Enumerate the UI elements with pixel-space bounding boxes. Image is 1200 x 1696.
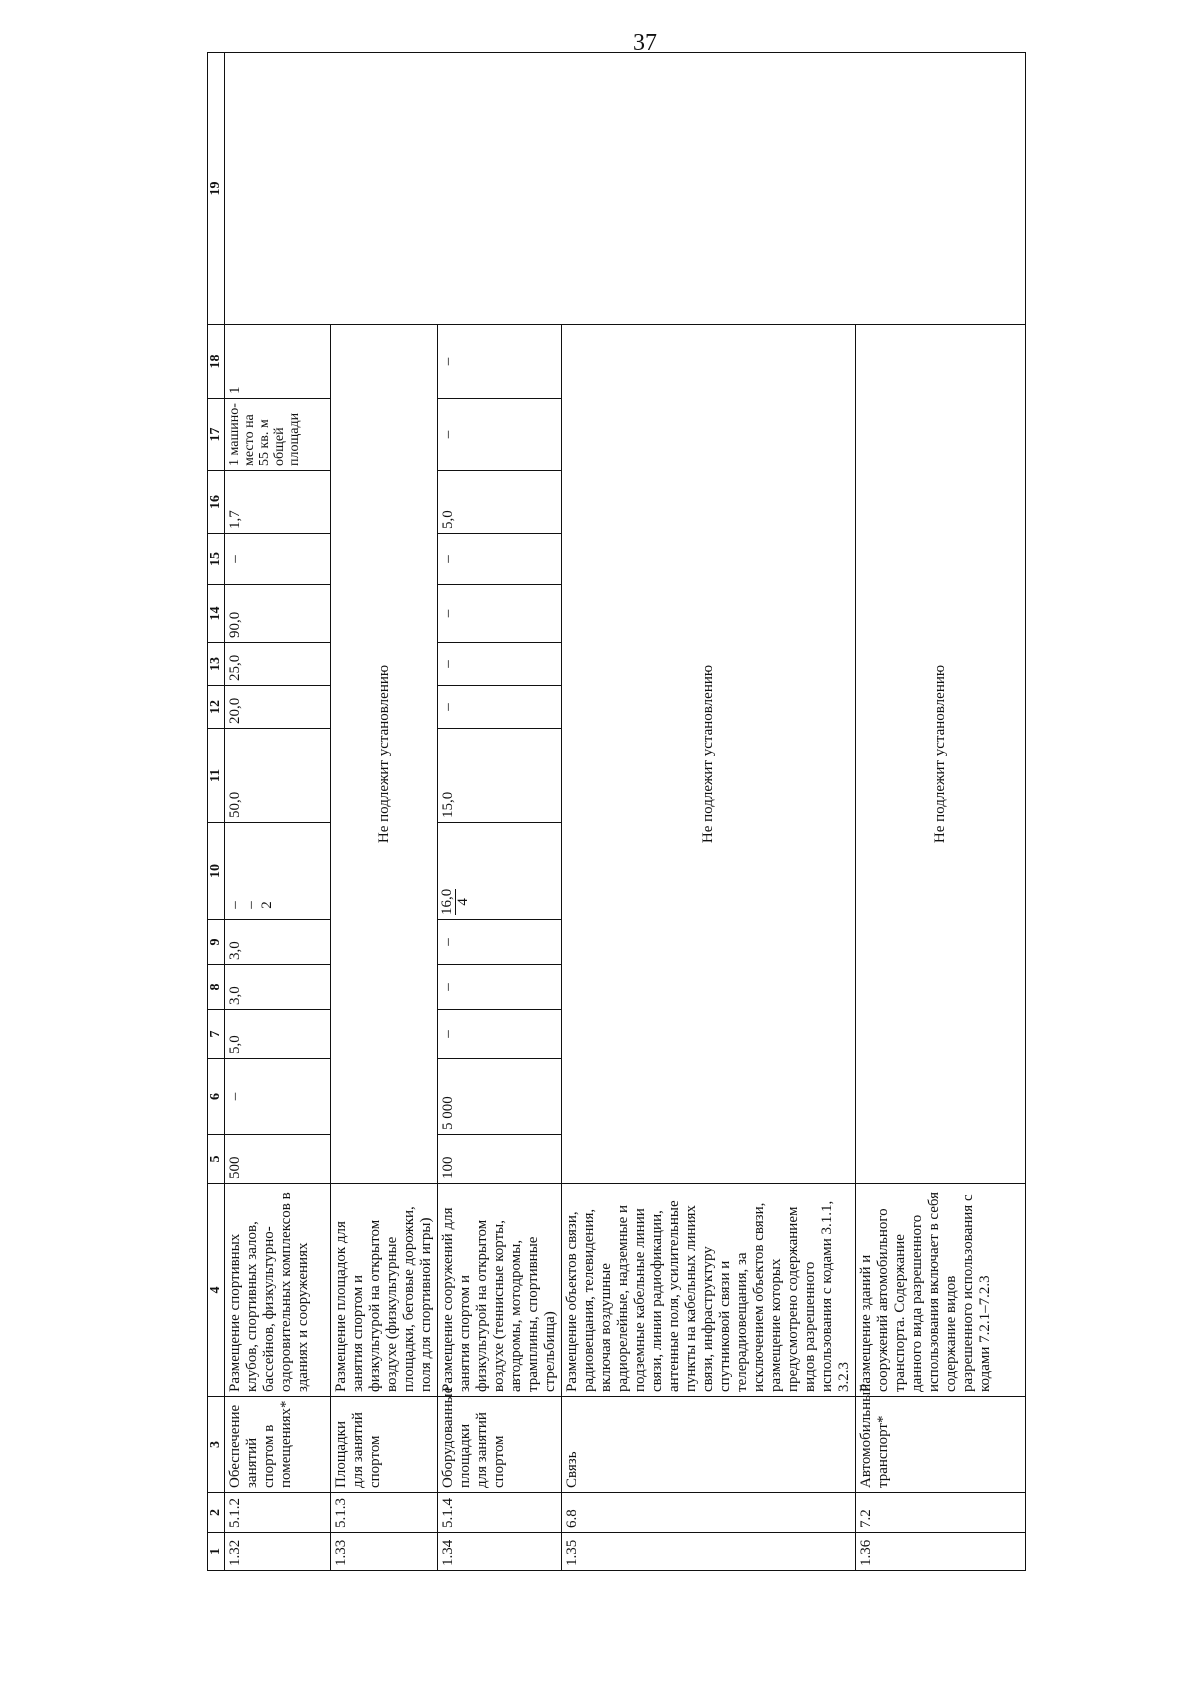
row-description: Размещение зданий и сооружений автомобильного транспорта. Содержание данного вида разрешенного использования включает в себя содержание видов разрешенного использования с кодами 7.2.1–7.2.3	[856, 1184, 1026, 1397]
header-cell: 13	[208, 643, 225, 686]
header-cell: 14	[208, 585, 225, 643]
cell-col7: 5,0	[225, 1010, 331, 1059]
row-name: Связь	[562, 1397, 856, 1493]
cell-col6: –	[225, 1059, 331, 1135]
cell-col8: –	[438, 965, 562, 1010]
header-cell: 16	[208, 471, 225, 534]
cell-col9: 3,0	[225, 920, 331, 965]
cell-col12: –	[438, 686, 562, 729]
cell-col6: 5 000	[438, 1059, 562, 1135]
cell-col15: –	[438, 534, 562, 585]
row-number: 1.32	[225, 1533, 331, 1571]
cell-col8: 3,0	[225, 965, 331, 1010]
cell-col10-line: –	[227, 901, 243, 909]
not-set-cell: Не подлежит установлению	[331, 325, 438, 1184]
row-name: Площадки для занятий спортом	[331, 1397, 438, 1493]
cell-col10-line: 2	[259, 901, 275, 909]
row-description: Размещение сооружений для занятия спортом и физкультурой на открытом воздухе (теннисные корты, автодромы, мотодромы, трамплины, спортивные стрельбища)	[438, 1184, 562, 1397]
row-name: Обеспечение занятий спортом в помещениях*	[225, 1397, 331, 1493]
page-number: 37	[633, 30, 657, 56]
header-cell: 9	[208, 920, 225, 965]
header-cell: 17	[208, 399, 225, 471]
table-row	[225, 53, 331, 1571]
cell-col14: 90,0	[225, 585, 331, 643]
cell-col5: 100	[438, 1135, 562, 1184]
not-set-cell: Не подлежит установлению	[856, 325, 1026, 1184]
header-cell: 19	[208, 53, 225, 325]
header-cell: 18	[208, 325, 225, 399]
row-name: Оборудованные площадки для занятий спортом	[438, 1397, 562, 1493]
cell-col12: 20,0	[225, 686, 331, 729]
cell-col10	[225, 823, 331, 920]
row-code: 5.1.3	[331, 1493, 438, 1533]
header-cell: 3	[208, 1397, 225, 1493]
cell-col7: –	[438, 1010, 562, 1059]
row-description: Размещение спортивных клубов, спортивных залов, бассейнов, физкультурно-оздоровительных комплексов в зданиях и сооружениях	[225, 1184, 331, 1397]
cell-col10-fraction	[440, 889, 471, 915]
cell-col9: –	[438, 920, 562, 965]
cell-col10	[438, 823, 562, 920]
header-cell: 11	[208, 729, 225, 823]
cell-col18: –	[438, 325, 562, 399]
table-frame	[207, 103, 993, 1571]
fraction-numerator: 16,0	[439, 888, 455, 915]
cell-col5: 500	[225, 1135, 331, 1184]
row-code: 5.1.4	[438, 1493, 562, 1533]
cell-col11: 50,0	[225, 729, 331, 823]
cell-col19-empty	[225, 53, 1026, 325]
row-number: 1.36	[856, 1533, 1026, 1571]
header-cell: 15	[208, 534, 225, 585]
header-cell: 10	[208, 823, 225, 920]
row-number: 1.35	[562, 1533, 856, 1571]
row-name: Автомобильный транспорт*	[856, 1397, 1026, 1493]
row-code: 7.2	[856, 1493, 1026, 1533]
cell-col18: 1	[225, 325, 331, 399]
row-number: 1.34	[438, 1533, 562, 1571]
not-set-cell: Не подлежит установлению	[562, 325, 856, 1184]
row-code: 6.8	[562, 1493, 856, 1533]
header-cell: 5	[208, 1135, 225, 1184]
cell-col16: 5,0	[438, 471, 562, 534]
header-cell: 7	[208, 1010, 225, 1059]
fraction-denominator: 4	[455, 898, 471, 906]
cell-col10-line: –	[243, 901, 259, 909]
row-code: 5.1.2	[225, 1493, 331, 1533]
header-row	[208, 53, 225, 1571]
cell-col14: –	[438, 585, 562, 643]
header-cell: 4	[208, 1184, 225, 1397]
header-cell: 2	[208, 1493, 225, 1533]
header-cell: 12	[208, 686, 225, 729]
cell-col13: –	[438, 643, 562, 686]
header-cell: 1	[208, 1533, 225, 1571]
row-number: 1.33	[331, 1533, 438, 1571]
header-cell: 8	[208, 965, 225, 1010]
header-cell: 6	[208, 1059, 225, 1135]
cell-col15: –	[225, 534, 331, 585]
land-use-table	[207, 52, 1026, 1571]
row-description: Размещение площадок для занятия спортом и физкультурой на открытом воздухе (физкультурные площадки, беговые дорожки, поля для спортивной игры)	[331, 1184, 438, 1397]
cell-col11: 15,0	[438, 729, 562, 823]
cell-col17: 1 машино-место на 55 кв. м общей площади	[225, 399, 331, 471]
cell-col17: –	[438, 399, 562, 471]
row-description: Размещение объектов связи, радиовещания, телевидения, включая воздушные радиорелейные, надземные и подземные кабельные линии связи, линии радиофикации, антенные поля, усилительные пункты на кабельных линиях связи, инфраструктуру спутниковой связи и телерадиовещания, за исключением объектов связи, размещение которых предусмотрено содержанием видов разрешенного использования с кодами 3.1.1, 3.2.3	[562, 1184, 856, 1397]
cell-col13: 25,0	[225, 643, 331, 686]
cell-col16: 1,7	[225, 471, 331, 534]
